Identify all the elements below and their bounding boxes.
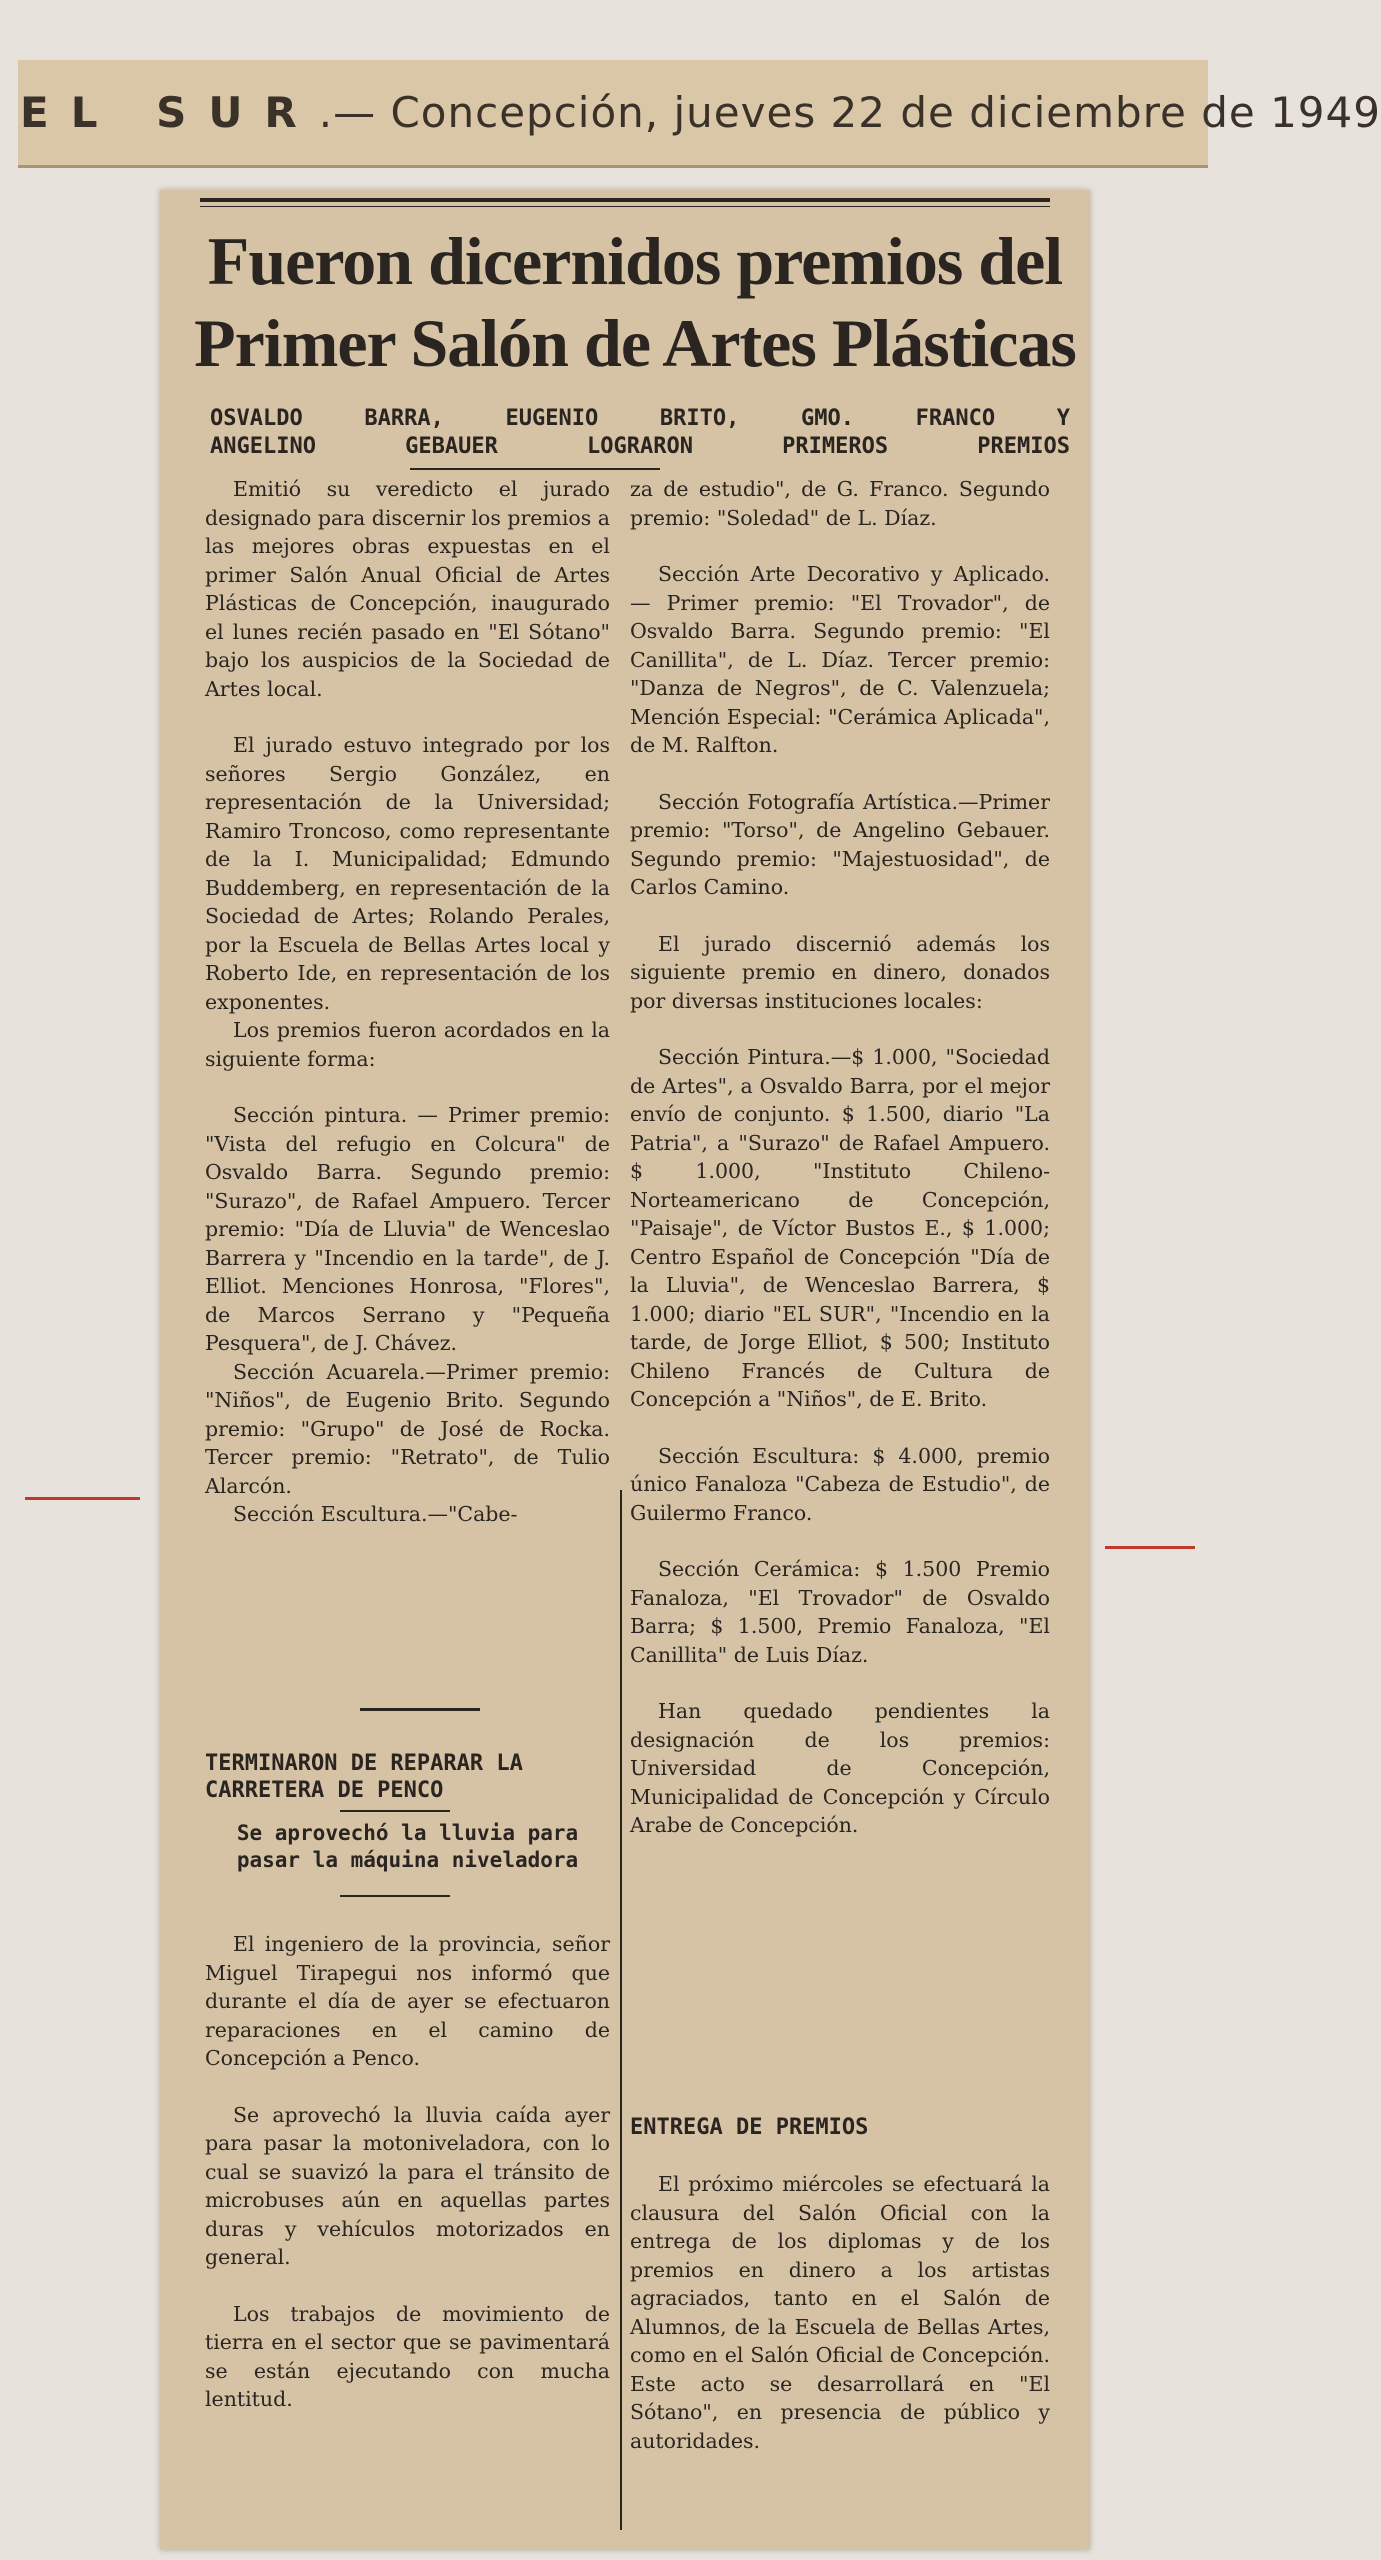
article-column-2 xyxy=(630,475,1050,1868)
paragraph: Sección pintura. — Primer premio: "Vista del refugio en Colcura" de Osvaldo Barra. Segundo premio: "Surazo", de Rafael Ampuero. Tercer premio: "Día de Lluvia" de Wenceslao Barrera y "Incendio en la tarde", de J. Elliot. Menciones Honrosa, "Flores", de Marcos Serrano y "Pequeña Pesquera", de J. Chávez. xyxy=(205,1103,610,1355)
paragraph: El próximo miércoles se efectuará la clausura del Salón Oficial con la entrega de los diplomas y de los premios en dinero a los artistas agraciados, tanto en el Salón de Alumnos, de la Escuela de Bellas Artes, como en el Salón Oficial de Concepción. Este acto se desarrollará en "El Sótano", en presencia de público y autoridades. xyxy=(630,2172,1050,2453)
sidebar-story-body xyxy=(205,1930,610,2442)
headline-line-1: Fueron dicernidos premios del xyxy=(207,223,1063,299)
article-subhead xyxy=(210,405,1070,461)
newspaper-masthead xyxy=(18,60,1381,168)
dateline: .— Concepción, jueves 22 de diciembre de 1949 xyxy=(318,88,1381,137)
subhead-rule xyxy=(410,468,660,470)
sidebar-subhead-rule xyxy=(340,1895,450,1897)
subhead-line-2: ANGELINO GEBAUER LOGRARON PRIMEROS PREMIOS xyxy=(210,434,1070,459)
headline-line-2: Primer Salón de Artes Plásticas xyxy=(194,305,1076,381)
paragraph: Emitió su veredicto el jurado designado para discernir los premios a las mejores obras expuestas en el primer Salón Anual Oficial de Artes Plásticas de Concepción, inaugurado el lunes recién pasado en "El Sótano" bajo los auspicios de la Sociedad de Artes local. xyxy=(205,477,611,701)
paragraph: Han quedado pendientes la designación de los premios: Universidad de Concepción, Municipalidad de Concepción y Círculo Arabe de Concepción. xyxy=(630,1699,1050,1837)
entrega-section-body xyxy=(630,2170,1050,2483)
paragraph: Se aprovechó la lluvia caída ayer para pasar la motoniveladora, con lo cual se suavizó la para el tránsito de microbuses aún en aquellas partes duras y vehículos motorizados en general. xyxy=(205,2102,610,2269)
article-column-1 xyxy=(205,475,610,1557)
red-margin-mark-left xyxy=(25,1497,140,1500)
subhead-line-1: OSVALDO BARRA, EUGENIO BRITO, GMO. FRANCO Y xyxy=(210,406,1070,431)
paragraph: za de estudio", de G. Franco. Segundo premio: "Soledad" de L. Díaz. xyxy=(630,477,1050,530)
sidebar-story-subhead: Se aprovechó la lluvia para pasar la máquina niveladora xyxy=(236,1821,579,1872)
paragraph: El ingeniero de la provincia, señor Miguel Tirapegui nos informó que durante el día de ayer se efectuaron reparaciones en el camino de Concepción a Penco. xyxy=(205,1932,610,2070)
top-rule-thin xyxy=(200,206,1050,207)
sidebar-headline-rule xyxy=(340,1810,450,1812)
entrega-section-title: ENTREGA DE PREMIOS xyxy=(630,2115,869,2140)
paragraph: Sección Escultura: $ 4.000, premio único Fanaloza "Cabeza de Estudio", de Guilermo Franco. xyxy=(630,1443,1050,1525)
paragraph: Sección Escultura.—"Cabe- xyxy=(233,1502,518,1526)
paragraph: Sección Fotografía Artística.—Primer premio: "Torso", de Angelino Gebauer. Segundo premio: "Majestuosidad", de Carlos Camino. xyxy=(630,789,1050,899)
paragraph: Sección Pintura.—$ 1.000, "Sociedad de Artes", a Osvaldo Barra, por el mejor envío de conjunto. $ 1.500, diario "La Patria", a "Surazo" de Rafael Ampuero. $ 1.000, "Instituto Chileno-Norteamericano de Concepción, "Paisaje", de Víctor Bustos E., $ 1.000; Centro Español de Concepción "Día de la Lluvia", de Wenceslao Barrera, $ 1.000; diario "EL SUR", "Incendio en la tarde, de Jorge Elliot, $ 500; Instituto Chileno Francés de Cultura de Concepción a "Niños", de E. Brito. xyxy=(630,1045,1050,1411)
paragraph: Sección Cerámica: $ 1.500 Premio Fanaloza, "El Trovador" de Osvaldo Barra; $ 1.500, Premio Fanaloza, "El Canillita" de Luis Díaz. xyxy=(630,1557,1050,1667)
paragraph: El jurado estuvo integrado por los señores Sergio González, en representación de la Universidad; Ramiro Troncoso, como representante de la I. Municipalidad; Edmundo Buddemberg, en representación de la Sociedad de Artes; Rolando Perales, por la Escuela de Bellas Artes local y Roberto Ide, en representación de los exponentes. xyxy=(205,733,610,1014)
newspaper-name: EL SUR xyxy=(20,88,319,137)
paragraph: Sección Acuarela.—Primer premio: "Niños", de Eugenio Brito. Segundo premio: "Grupo" de José de Rocka. Tercer premio: "Retrato", de Tulio Alarcón. xyxy=(205,1359,610,1498)
newspaper-clipping xyxy=(160,190,1090,2550)
story-separator-rule xyxy=(360,1708,480,1711)
red-margin-mark-right xyxy=(1105,1546,1195,1549)
paragraph: Los premios fueron acordados en la siguiente forma: xyxy=(205,1018,610,1071)
top-rule xyxy=(200,198,1050,202)
sidebar-story-headline: TERMINARON DE REPARAR LA CARRETERA DE PENCO xyxy=(205,1751,523,1803)
paragraph: Los trabajos de movimiento de tierra en el sector que se pavimentará se están ejecutando con mucha lentitud. xyxy=(205,2301,610,2411)
paragraph: El jurado discernió además los siguiente premio en dinero, donados por diversas instituciones locales: xyxy=(630,931,1050,1013)
column-divider xyxy=(620,1490,622,2530)
article-headline xyxy=(190,220,1080,384)
paragraph: Sección Arte Decorativo y Aplicado.— Primer premio: "El Trovador", de Osvaldo Barra. Segundo premio: "El Canillita", de L. Díaz. Tercer premio: "Danza de Negros", de C. Valenzuela; Mención Especial: "Cerámica Aplicada", de M. Ralfton. xyxy=(630,562,1050,757)
